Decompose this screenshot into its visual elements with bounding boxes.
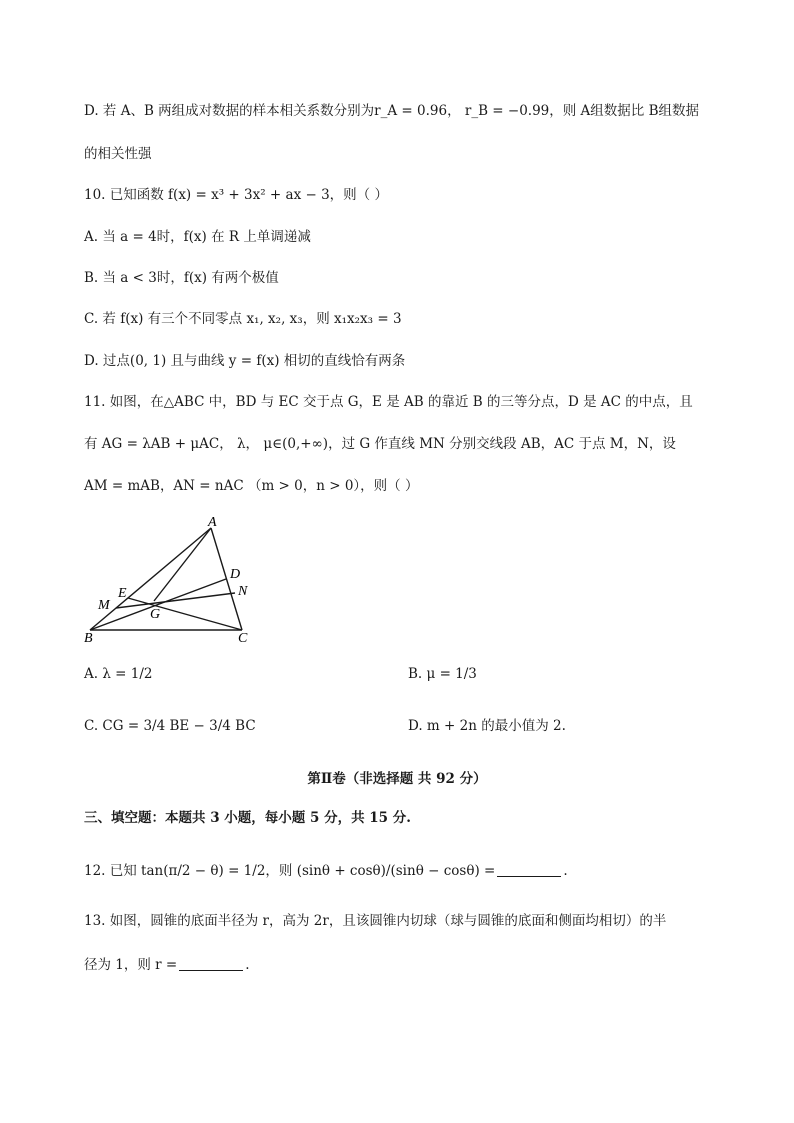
label-e: E: [118, 586, 127, 601]
label-n: N: [238, 584, 248, 599]
q9-option-d-line1: D. 若 A、B 两组成对数据的样本相关系数分别为r_A = 0.96， r_B = −0.99，则 A组数据比 B组数据: [84, 103, 700, 119]
q10-option-d: D. 过点(0, 1) 且与曲线 y = f(x) 相切的直线恰有两条: [84, 353, 406, 369]
q11-option-d: D. m + 2n 的最小值为 2.: [408, 718, 566, 734]
label-g: G: [150, 607, 161, 622]
q13-text: 径为 1，则 r =: [84, 957, 178, 973]
q13-line2: 径为 1，则 r = .: [84, 957, 250, 973]
q13-line1: 13. 如图，圆锥的底面半径为 r，高为 2r，且该圆锥内切球（球与圆锥的底面和侧面均相切）的半: [84, 913, 667, 929]
triangle-figure: [80, 512, 280, 647]
q11-option-a: A. λ = 1/2: [84, 666, 153, 682]
q10-stem: 10. 已知函数 f(x) = x³ + 3x² + ax − 3，则（ ）: [84, 187, 388, 203]
q11-option-c: C. CG = 3/4 BE − 3/4 BC: [84, 718, 256, 734]
label-d: D: [230, 567, 241, 582]
q10-option-a: A. 当 a = 4时，f(x) 在 R 上单调递减: [84, 229, 311, 245]
q9-option-d-line2: 的相关性强: [84, 146, 152, 162]
q11-stem-line3: AM = mAB，AN = nAC （m > 0，n > 0），则（ ）: [84, 478, 419, 494]
q11-option-b: B. μ = 1/3: [408, 666, 477, 682]
label-m: M: [98, 598, 110, 613]
label-c: C: [238, 631, 248, 646]
q12-line: 12. 已知 tan(π/2 − θ) = 1/2，则 (sinθ + cosθ)/(sinθ − cosθ) = .: [84, 863, 568, 879]
q10-option-b: B. 当 a < 3时，f(x) 有两个极值: [84, 270, 279, 286]
q11-stem-line2: 有 AG = λAB + μAC， λ， μ∈(0,+∞)，过 G 作直线 MN 分别交线段 AB，AC 于点 M，N，设: [84, 436, 676, 452]
q11-stem-line1: 11. 如图，在△ABC 中，BD 与 EC 交于点 G，E 是 AB 的靠近 B 的三等分点，D 是 AC 的中点，且: [84, 394, 693, 410]
q12-answer-blank[interactable]: [497, 862, 561, 877]
label-a: A: [208, 515, 217, 530]
label-b: B: [84, 631, 93, 646]
q12-text: 12. 已知 tan(π/2 − θ) = 1/2，则 (sinθ + cosθ)/(sinθ − cosθ) =: [84, 863, 496, 879]
q13-answer-blank[interactable]: [179, 956, 243, 971]
section3-heading: 三、填空题：本题共 3 小题，每小题 5 分，共 15 分.: [84, 810, 411, 826]
q10-option-c: C. 若 f(x) 有三个不同零点 x₁, x₂, x₃，则 x₁x₂x₃ = 3: [84, 311, 402, 327]
part2-title: 第Ⅱ卷（非选择题 共 92 分）: [307, 771, 487, 787]
